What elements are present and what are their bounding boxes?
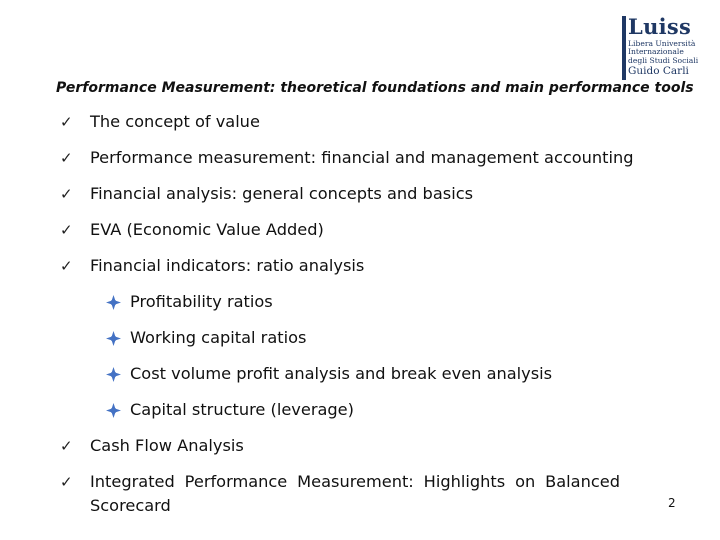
bullet-item — [60, 218, 324, 242]
sub-bullet-text: Profitability ratios — [130, 292, 273, 311]
sub-bullet-item — [106, 326, 306, 350]
logo-line: degli Studi Sociali — [628, 55, 699, 65]
diamond-bullet-icon — [106, 290, 130, 314]
logo-subtitle — [628, 40, 702, 77]
bullet-text: The concept of value — [90, 112, 260, 131]
bullet-item — [60, 182, 473, 206]
luiss-logo — [622, 16, 700, 80]
diamond-bullet-icon — [106, 362, 130, 386]
bullet-item — [60, 470, 620, 518]
bullet-text: Cash Flow Analysis — [90, 436, 244, 455]
page-number: 2 — [668, 496, 676, 510]
logo-line: Internazionale — [628, 47, 684, 57]
checkmark-icon: ✓ — [60, 473, 73, 491]
logo-name: Luiss — [628, 14, 692, 39]
bullet-item — [60, 434, 244, 458]
diamond-bullet-icon — [106, 398, 130, 422]
bullet-text: EVA (Economic Value Added) — [90, 220, 324, 239]
sub-bullet-text: Capital structure (leverage) — [130, 400, 354, 419]
bullet-text: Performance measurement: financial and management accounting — [90, 148, 634, 167]
sub-bullet-item — [106, 290, 273, 314]
bullet-text: Financial indicators: ratio analysis — [90, 256, 365, 275]
checkmark-icon: ✓ — [60, 149, 73, 167]
sub-bullet-item — [106, 362, 552, 386]
bullet-text: Financial analysis: general concepts and basics — [90, 184, 474, 203]
logo-line: Libera Università — [628, 39, 696, 48]
diamond-bullet-icon — [106, 326, 130, 350]
sub-bullet-text: Cost volume profit analysis and break even analysis — [130, 364, 553, 383]
checkmark-icon: ✓ — [60, 185, 73, 203]
bullet-item — [60, 146, 634, 170]
bullet-item — [60, 110, 260, 134]
checkmark-icon: ✓ — [60, 437, 73, 455]
checkmark-icon: ✓ — [60, 113, 73, 131]
checkmark-icon: ✓ — [60, 221, 73, 239]
slide-title: Performance Measurement: theoretical foundations and main performance tools — [56, 80, 694, 96]
bullet-item — [60, 254, 364, 278]
sub-bullet-text: Working capital ratios — [130, 328, 307, 347]
sub-bullet-item — [106, 398, 354, 422]
logo-line: Guido Carli — [628, 65, 689, 78]
bullet-text: Integrated Performance Measurement: Highlights on Balanced Scorecard — [90, 472, 620, 515]
logo-bar — [622, 16, 626, 80]
checkmark-icon: ✓ — [60, 257, 73, 275]
